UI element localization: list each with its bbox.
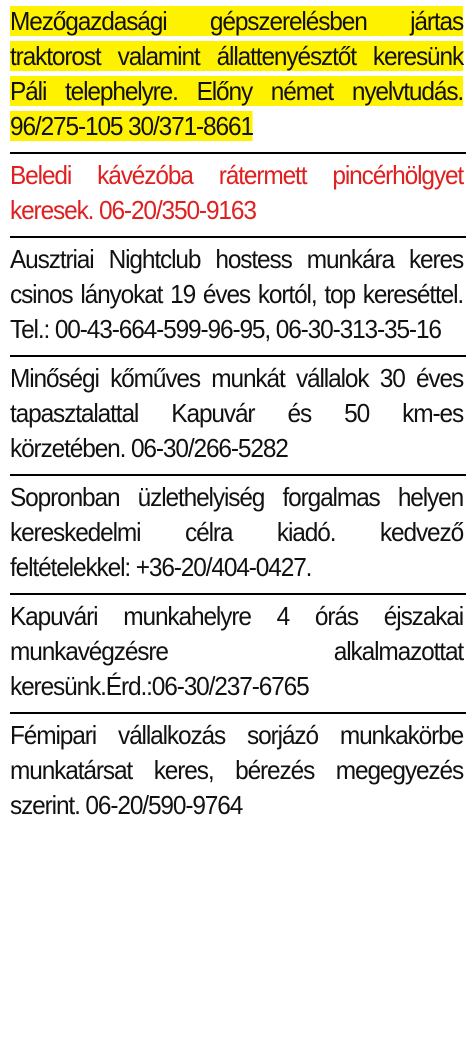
ad-text: Sopronban üzlethelyiség forgalmas helyen kereskedelmi célra kiadó. kedvező feltételekkel: +36-20/404-0427. [10, 482, 464, 582]
classified-ad-6 [10, 595, 466, 714]
classified-ad-2 [10, 154, 466, 238]
classified-ad-5 [10, 476, 466, 595]
ad-text: Minőségi kőműves munkát vállalok 30 éves tapasztalattal Kapuvár és 50 km-es körzetében. 06-30/266-5282 [10, 363, 464, 463]
classified-ad-4 [10, 357, 466, 476]
classified-ad-1 [10, 0, 466, 154]
ad-text: Ausztriai Nightclub hostess munkára keres csinos lányokat 19 éves kortól, top kereséttel. Tel.: 00-43-664-599-96-95, 06-30-313-35-16 [10, 244, 464, 344]
ad-text-highlighted: Mezőgazdasági gépszerelésben jártas traktorost valamint állattenyésztőt keresünk Páli telephelyre. Előny német nyelvtudás. 96/275-105 30/371-8661 [10, 6, 464, 141]
classified-ad-7 [10, 714, 466, 831]
ad-text: Fémipari vállalkozás sorjázó munkakörbe munkatársat keres, bérezés megegyezés szerint. 06-20/590-9764 [10, 720, 464, 820]
ad-text: Kapuvári munkahelyre 4 órás éjszakai munkavégzésre alkalmazottat keresünk.Érd.:06-30/237-6765 [10, 601, 464, 701]
classified-ad-3 [10, 238, 466, 357]
ad-text-container [10, 4, 463, 144]
ad-text-red: Beledi kávézóba rátermett pincérhölgyet keresek. 06-20/350-9163 [10, 160, 464, 225]
